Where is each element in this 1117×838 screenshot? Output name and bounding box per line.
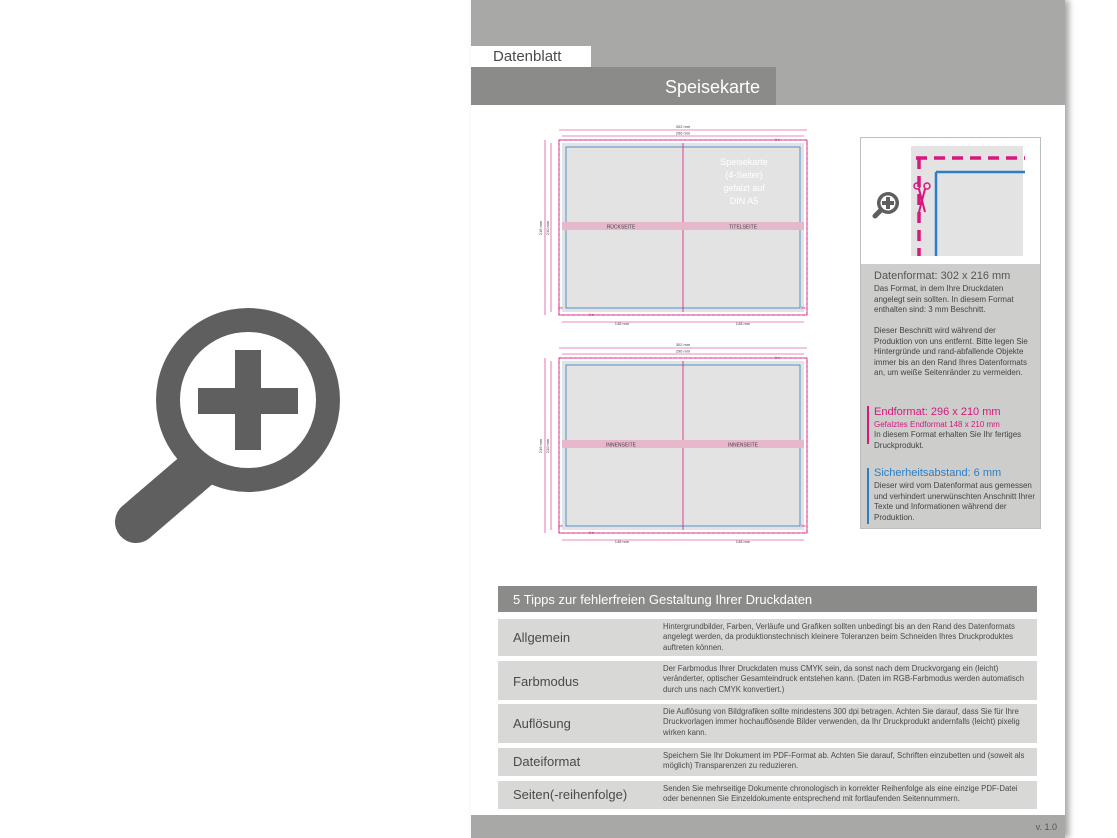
datasheet-page	[471, 0, 1065, 838]
data-format-title: Datenformat: 302 x 216 mm	[874, 270, 1011, 282]
zoom-in-icon	[875, 192, 899, 216]
version-label: v. 1.0	[1035, 822, 1057, 832]
bleed-text: Dieser Beschnitt wird während der Produktion von uns entfernt. Bitte legen Sie Hintergründe und rand-abfallende Objekte immer bis an den Rand Ihres Datenformats an, um weiße Seitenränder zu vermeiden.	[874, 326, 1028, 377]
tip-label: Dateiformat	[513, 754, 581, 769]
tip-text: Der Farbmodus Ihrer Druckdaten muss CMYK sein, da sonst nach dem Druckvorgang ein (leicht) veränderter, optischer Gesamteindruck entstehen kann. (Daten im RGB-Farbmodus werden automatisch durch uns nach CMYK konvertiert.)	[663, 664, 1024, 694]
tip-row	[498, 748, 1037, 776]
final-format-title: Endformat: 296 x 210 mm	[874, 406, 1001, 418]
height-inner-label: 210 mm	[545, 220, 550, 236]
half-width-label: 148 mm	[614, 321, 630, 326]
diagram-bottom	[538, 342, 807, 544]
tip-text: Hintergrundbilder, Farben, Verläufe und Grafiken sollten unbedingt bis an den Rand des Datenformats angelegt werden, da produktionstechnisch kleinere Toleranzen beim Schneiden Ihres Druckproduktes auftreten können.	[663, 622, 1015, 652]
height-inner-label: 210 mm	[545, 438, 550, 454]
datasheet-tab: Datenblatt	[471, 46, 591, 67]
width-inner-label: 296 mm	[675, 348, 691, 354]
scissors-icon: ✂	[589, 531, 595, 537]
width-outer-label: 302 mm	[675, 124, 691, 129]
tip-text: Senden Sie mehrseitige Dokumente chronologisch in korrekter Reihenfolge als eine einzige PDF-Datei oder benennen Sie Einzeldokumente entsprechend mit fortlaufenden Seitennummern.	[663, 784, 1018, 804]
scissors-icon: ✂	[801, 306, 807, 312]
half-width-label: 148 mm	[735, 321, 751, 326]
back-page-label: RÜCKSEITE	[606, 224, 636, 231]
tip-text: Speichern Sie Ihr Dokument im PDF-Format ab. Achten Sie darauf, Schriften einzubetten und (soweit als möglich) Transparenzen zu reduzieren.	[663, 751, 1025, 771]
tip-row	[498, 781, 1037, 809]
final-format-sub: Gefalztes Endformat 148 x 210 mm	[874, 420, 1000, 429]
product-label-line: (4-Seiter)	[725, 170, 763, 180]
inner-page-label: INNENSEITE	[727, 442, 759, 449]
half-width-label: 148 mm	[735, 539, 751, 544]
tips-header: 5 Tipps zur fehlerfreien Gestaltung Ihrer Druckdaten	[498, 586, 1037, 612]
scissors-icon: ✂	[589, 313, 595, 319]
format-diagram	[531, 118, 821, 558]
tip-label: Farbmodus	[513, 674, 579, 689]
width-inner-label: 296 mm	[675, 130, 691, 136]
corner-detail	[861, 138, 1040, 264]
width-outer-label: 302 mm	[675, 342, 691, 347]
zoom-in-icon[interactable]	[100, 290, 360, 550]
title-page-label: TITELSEITE	[728, 224, 758, 231]
scissors-icon: ✂	[558, 524, 564, 530]
product-label-line: gefalzt auf	[723, 183, 765, 193]
scissors-icon: ✂	[801, 524, 807, 530]
product-label-line: DIN A5	[729, 196, 759, 206]
final-format-text: In diesem Format erhalten Sie Ihr fertiges Druckprodukt.	[874, 430, 1022, 450]
safety-title: Sicherheitsabstand: 6 mm	[874, 467, 1002, 479]
product-label-line: Speisekarte	[720, 157, 768, 167]
scissors-icon: ✂	[558, 306, 564, 312]
scissors-icon: ✂	[775, 138, 781, 144]
final-format-marker	[867, 406, 869, 444]
diagram-top	[538, 124, 807, 326]
height-outer-label: 216 mm	[538, 438, 543, 454]
inner-page-label: INNENSEITE	[605, 442, 637, 449]
tip-text: Die Auflösung von Bildgrafiken sollte mindestens 300 dpi betragen. Achten Sie darauf, dass Sie für Ihre Druckvorlagen immer hochauflösende Bilder verwenden, da Ihr Druckprodukt andernfalls (leicht) pixelig wirken kann.	[663, 707, 1020, 737]
tip-row	[498, 704, 1037, 743]
tip-label: Auflösung	[513, 716, 571, 731]
tip-label: Seiten(-reihenfolge)	[513, 787, 628, 802]
page-title: Speisekarte	[471, 67, 776, 105]
tip-row	[498, 661, 1037, 700]
half-width-label: 148 mm	[614, 539, 630, 544]
data-format-text: Das Format, in dem Ihre Druckdaten angelegt sein sollten. In diesem Format enthalten sind: 3 mm Beschnitt.	[874, 284, 1014, 314]
safety-marker	[867, 468, 869, 524]
tip-row	[498, 619, 1037, 656]
safety-text: Dieser wird vom Datenformat aus gemessen und verhindert unerwünschten Anschnitt Ihrer Texte und Informationen während der Produktion.	[874, 481, 1035, 522]
tip-label: Allgemein	[513, 630, 571, 645]
page-footer	[471, 815, 1065, 838]
info-body	[861, 264, 1040, 528]
info-panel	[860, 137, 1041, 529]
height-outer-label: 216 mm	[538, 220, 543, 236]
scissors-icon: ✂	[775, 356, 781, 362]
